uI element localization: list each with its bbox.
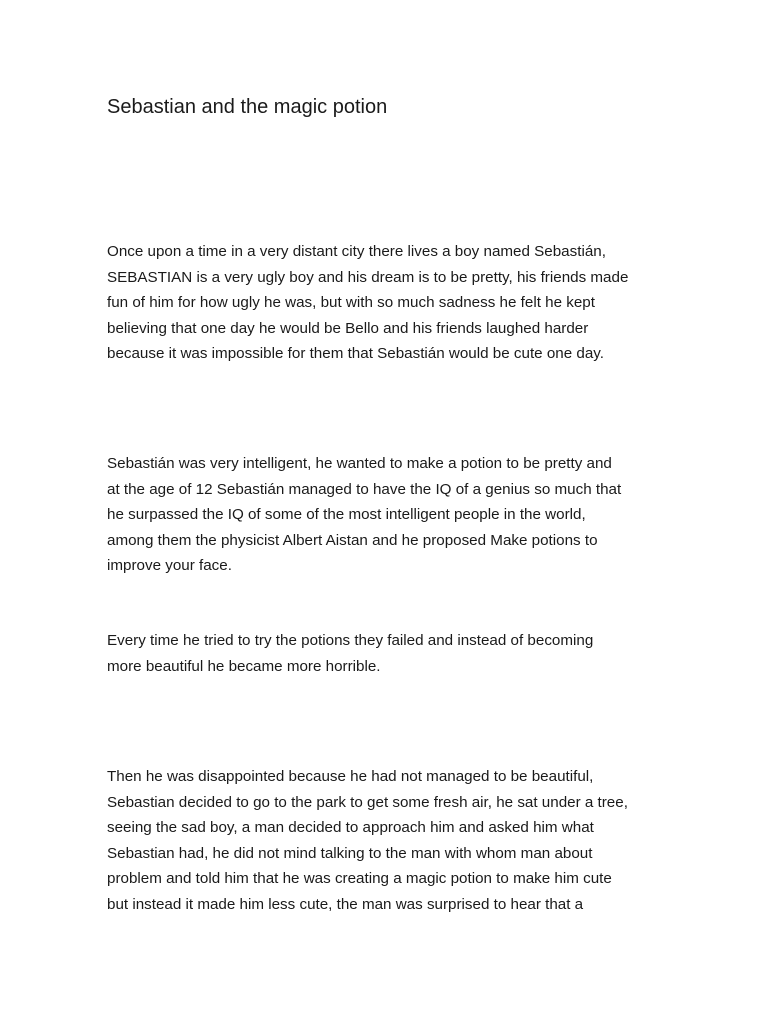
text-line: more beautiful he became more horrible. bbox=[107, 657, 381, 675]
text-line: Every time he tried to try the potions they failed and instead of becoming bbox=[107, 632, 594, 649]
text-line: but instead it made him less cute, the man was surprised to hear that a bbox=[107, 895, 584, 913]
paragraph-3 bbox=[107, 628, 672, 679]
text-line: Sebastian decided to go to the park to get some fresh air, he sat under a tree, bbox=[107, 793, 628, 811]
text-line: Sebastian had, he did not mind talking to the man with whom man about bbox=[107, 844, 593, 862]
text-line: believing that one day he would be Bello and his friends laughed harder bbox=[107, 319, 589, 337]
paragraph-4 bbox=[107, 764, 672, 917]
text-line: seeing the sad boy, a man decided to approach him and asked him what bbox=[107, 819, 594, 836]
text-line: because it was impossible for them that Sebastián would be cute one day. bbox=[107, 345, 604, 362]
text-line: among them the physicist Albert Aistan and he proposed Make potions to bbox=[107, 531, 598, 549]
text-line: at the age of 12 Sebastián managed to have the IQ of a genius so much that bbox=[107, 480, 622, 498]
paragraph-1 bbox=[107, 239, 672, 367]
text-line: Sebastián was very intelligent, he wanted to make a potion to be pretty and bbox=[107, 455, 612, 472]
text-line: improve your face. bbox=[107, 557, 232, 574]
text-line: he surpassed the IQ of some of the most intelligent people in the world, bbox=[107, 506, 586, 523]
text-line: fun of him for how ugly he was, but with so much sadness he felt he kept bbox=[107, 294, 595, 311]
text-line: SEBASTIAN is a very ugly boy and his dream is to be pretty, his friends made bbox=[107, 268, 629, 286]
document-title: Sebastian and the magic potion bbox=[107, 96, 388, 118]
paragraph-2 bbox=[107, 451, 672, 579]
text-line: Once upon a time in a very distant city there lives a boy named Sebastián, bbox=[107, 243, 606, 260]
text-line: Then he was disappointed because he had not managed to be beautiful, bbox=[107, 768, 594, 785]
text-line: problem and told him that he was creating a magic potion to make him cute bbox=[107, 870, 612, 887]
